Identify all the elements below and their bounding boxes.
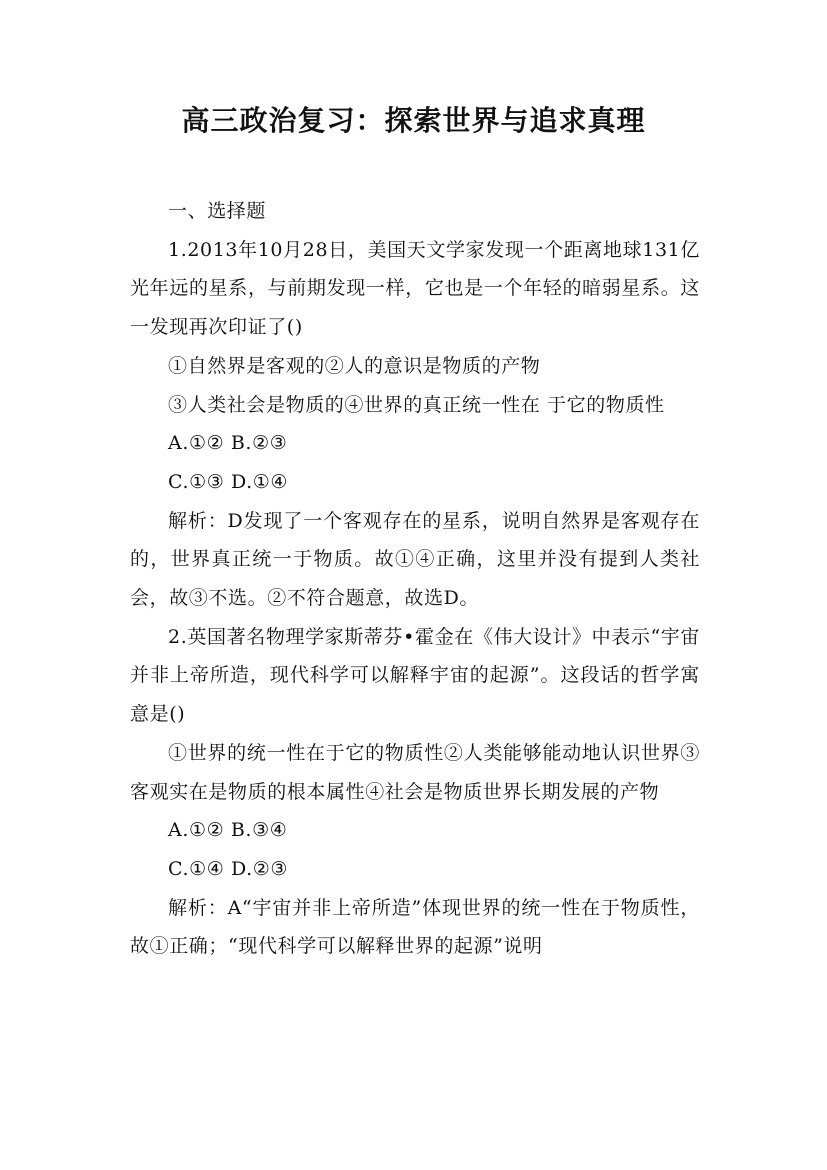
document-body	[130, 192, 700, 966]
question-2-options-ab: A.①② B.③④	[168, 819, 288, 842]
question-2-stem: 2.英国著名物理学家斯蒂芬•霍金在《伟大设计》中表示“宇宙并非上帝所造，现代科学可以解释宇宙的起源”。这段话的哲学寓意是()	[130, 625, 700, 726]
question-1-stem: 1.2013年10月28日，美国天文学家发现一个距离地球131亿光年远的星系，与前期发现一样，它也是一个年轻的暗弱星系。这一发现再次印证了()	[130, 238, 700, 339]
question-2-analysis: 解析：A“宇宙并非上帝所造”体现世界的统一性在于物质性，故①正确；“现代科学可以解释世界的起源”说明	[130, 896, 700, 958]
section-heading: 一、选择题	[168, 200, 267, 222]
question-2-statements: ①世界的统一性在于它的物质性②人类能够能动地认识世界③客观实在是物质的根本属性④社会是物质世界长期发展的产物	[130, 741, 700, 803]
question-1-statements-b: ③人类社会是物质的④世界的真正统一性在 于它的物质性	[168, 393, 665, 416]
question-1-analysis: 解析：D发现了一个客观存在的星系，说明自然界是客观存在的，世界真正统一于物质。故①④正确，这里并没有提到人类社会，故③不选。②不符合题意，故选D。	[130, 509, 700, 610]
question-1-statements-a: ①自然界是客观的②人的意识是物质的产物	[168, 354, 541, 377]
document-title: 高三政治复习：探索世界与追求真理	[181, 104, 646, 137]
question-1-options-ab: A.①② B.②③	[168, 432, 288, 455]
question-1-options-cd: C.①③ D.①④	[168, 470, 289, 493]
question-2-options-cd: C.①④ D.②③	[168, 857, 289, 880]
